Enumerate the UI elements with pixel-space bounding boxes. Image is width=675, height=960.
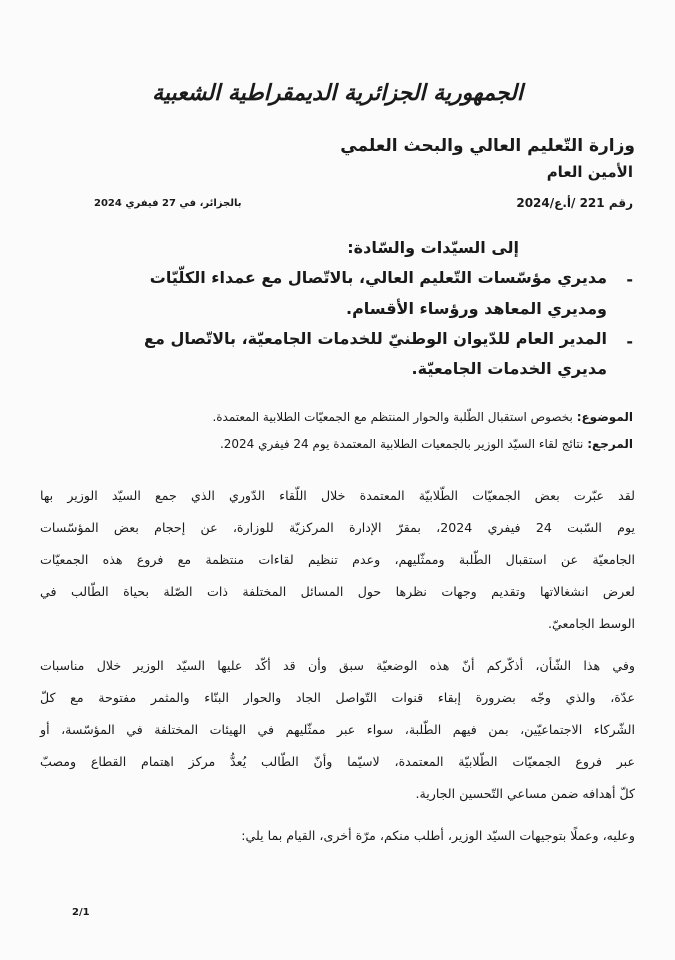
addressee-1-line-2: ومديري المعاهد ورؤساء الأقسام. <box>345 299 607 318</box>
addressee-bullet: - <box>626 270 633 289</box>
subject-label: الموضوع: <box>576 410 633 424</box>
republic-header: الجمهورية الجزائرية الديمقراطية الشعبية <box>152 80 523 106</box>
reference-number: رقم 221 /أ.ع/2024 <box>516 196 633 210</box>
reference-label: المرجع: <box>587 437 633 451</box>
reference-text: نتائج لقاء السيّد الوزير بالجمعيات الطلابية المعتمدة يوم 24 فيفري 2024. <box>219 437 588 451</box>
place-date: بالجزائر، في 27 فيفري 2024 <box>94 198 242 209</box>
paragraph-1-line: لعرض انشغالاتها وتقديم وجهات نظرها حول المسائل المختلفة ذات الصّلة بحياة الطّالب في <box>40 584 635 599</box>
page-number: 2/1 <box>72 907 90 918</box>
secretary-general: الأمين العام <box>546 163 633 181</box>
paragraph-2-line: كلّ أهدافه ضمن مساعي التّحسين الجارية. <box>415 786 635 801</box>
addressee-bullet: - <box>626 332 633 351</box>
paragraph-2-line: الشّركاء الاجتماعيّين، بمن فيهم الطّلبة، سواء عبر ممثّليهم في الهيئات المختلفة في المؤسّسة، أو <box>40 722 635 737</box>
addressee-2-line-1: المدير العام للدّيوان الوطنيّ للخدمات الجامعيّة، بالاتّصال مع <box>144 329 607 348</box>
addressee-1-line-1: مديري مؤسّسات التّعليم العالي، بالاتّصال مع عمداء الكلّيّات <box>149 268 607 287</box>
paragraph-1-line: الجامعيّة عن استقبال الطّلبة وممثّليهم، وعدم تنظيم لقاءات منتظمة مع فروع هذه الجمعيّات <box>40 552 635 567</box>
subject-line <box>212 410 633 424</box>
reference-line <box>220 437 633 451</box>
paragraph-1-line: لقد عبّرت بعض الجمعيّات الطّلابيّة المعتمدة خلال اللّقاء الدّوري الذي جمع السيّد الوزير بها <box>40 488 635 503</box>
paragraph-2-line: عدّة، والذي وجّه بضرورة إبقاء قنوات التّواصل الجاد والحوار البنّاء والمثمر مفتوحة مع كلّ <box>40 690 635 705</box>
paragraph-2-line: وفي هذا الشّأن، أذكّركم أنّ هذه الوضعيّة سبق وأن قد أكّد عليها السيّد الوزير خلال مناسبات <box>40 658 635 673</box>
ministry-name: وزارة التّعليم العالي والبحث العلمي <box>340 136 635 156</box>
addressee-2-line-2: مديري الخدمات الجامعيّة. <box>411 359 607 378</box>
paragraph-2-line: عبر فروع الجمعيّات الطّلابيّة المعتمدة، لاسيّما وأنّ الطّالب يُعدُّ مركز اهتمام القطاع ومصبّ <box>40 754 635 769</box>
paragraph-1-line: يوم السّبت 24 فيفري 2024، بمقرّ الإدارة المركزيّة للوزارة، عن إحجام بعض المؤسّسات <box>40 520 635 535</box>
paragraph-3-line: وعليه، وعملًا بتوجيهات السيّد الوزير، أطلب منكم، مرّة أخرى، القيام بما يلي: <box>241 828 635 843</box>
paragraph-1-line: الوسط الجامعيّ. <box>548 616 635 631</box>
addressees-intro: إلى السيّدات والسّادة: <box>347 238 519 257</box>
subject-text: بخصوص استقبال الطّلبة والحوار المنتظم مع الجمعيّات الطلابية المعتمدة. <box>212 410 577 424</box>
